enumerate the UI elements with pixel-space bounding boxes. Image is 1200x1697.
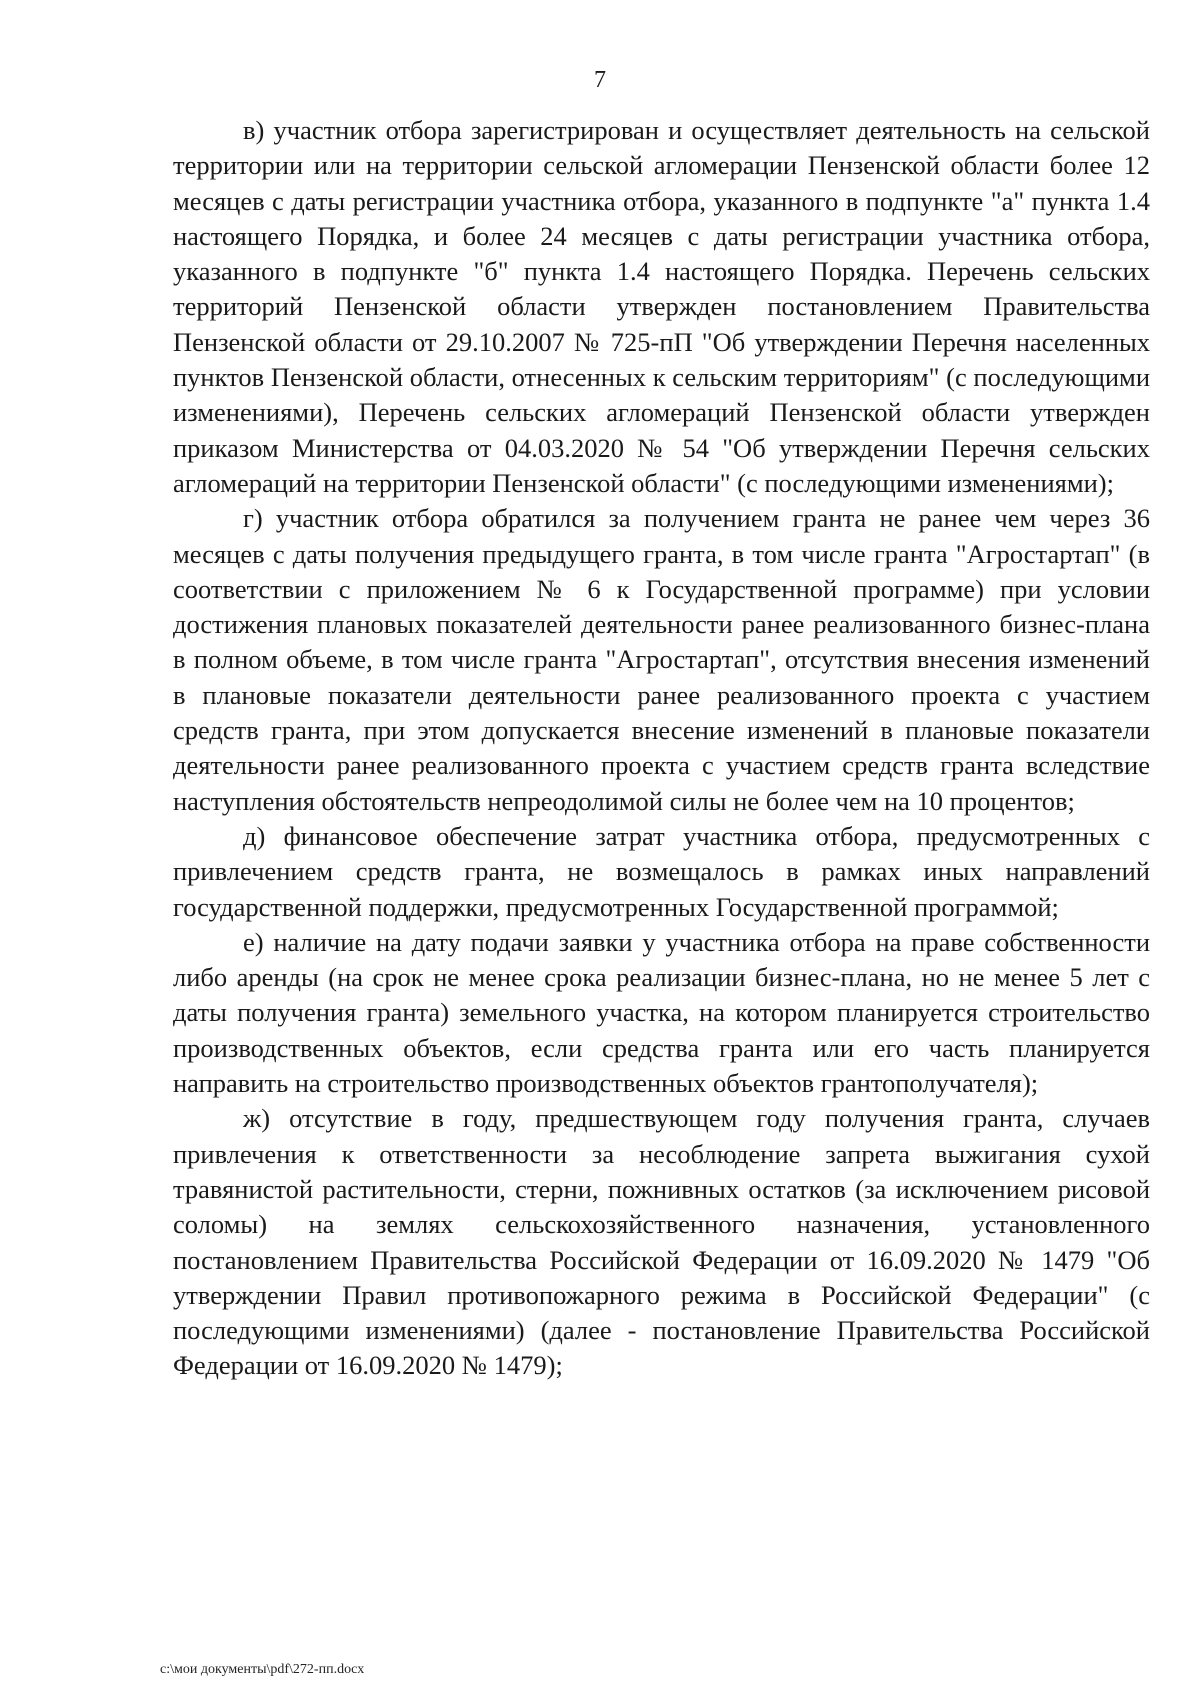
footer-file-path: c:\мои документы\pdf\272-пп.docx bbox=[160, 1662, 365, 1677]
document-body bbox=[173, 113, 1150, 1384]
paragraph-e: е) наличие на дату подачи заявки у участника отбора на праве собственности либо аренды (на срок не менее срока реализации бизнес-плана, но не менее 5 лет с даты получения гранта) земельного участка, на котором планируется строительство производственных объектов, если средства гранта или его часть планируется направить на строительство производственных объектов грантополучателя); bbox=[173, 926, 1150, 1099]
page-number: 7 bbox=[594, 67, 606, 93]
paragraph-g: г) участник отбора обратился за получением гранта не ранее чем через 36 месяцев с даты получения предыдущего гранта, в том числе гранта "Агростартап" (в соответствии с приложением № 6 к Государственной программе) при условии достижения плановых показателей деятельности ранее реализованного бизнес-плана в полном объеме, в том числе гранта "Агростартап", отсутствия внесения изменений в плановые показатели деятельности ранее реализованного проекта с участием средств гранта, при этом допускается внесение изменений в плановые показатели деятельности ранее реализованного проекта с участием средств гранта вследствие наступления обстоятельств непреодолимой силы не более чем на 10 процентов; bbox=[173, 503, 1150, 816]
paragraph-zh: ж) отсутствие в году, предшествующем году получения гранта, случаев привлечения к ответственности за несоблюдение запрета выжигания сухой травянистой растительности, стерни, пожнивных остатков (за исключением рисовой соломы) на землях сельскохозяйственного назначения, установленного постановлением Правительства Российской Федерации от 16.09.2020 № 1479 "Об утверждении Правил противопожарного режима в Российской Федерации" (с последующими изменениями) (далее - постановление Правительства Российской Федерации от 16.09.2020 № 1479); bbox=[173, 1103, 1150, 1381]
paragraph-d: д) финансовое обеспечение затрат участника отбора, предусмотренных с привлечением средств гранта, не возмещалось в рамках иных направлений государственной поддержки, предусмотренных Государственной программой; bbox=[173, 820, 1150, 922]
paragraph-v: в) участник отбора зарегистрирован и осуществляет деятельность на сельской территории или на территории сельской агломерации Пензенской области более 12 месяцев с даты регистрации участника отбора, указанного в подпункте "а" пункта 1.4 настоящего Порядка, и более 24 месяцев с даты регистрации участника отбора, указанного в подпункте "б" пункта 1.4 настоящего Порядка. Перечень сельских территорий Пензенской области утвержден постановлением Правительства Пензенской области от 29.10.2007 № 725-пП "Об утверждении Перечня населенных пунктов Пензенской области, отнесенных к сельским территориям" (с последующими изменениями), Перечень сельских агломераций Пензенской области утвержден приказом Министерства от 04.03.2020 № 54 "Об утверждении Перечня сельских агломераций на территории Пензенской области" (с последующими изменениями); bbox=[173, 115, 1150, 498]
